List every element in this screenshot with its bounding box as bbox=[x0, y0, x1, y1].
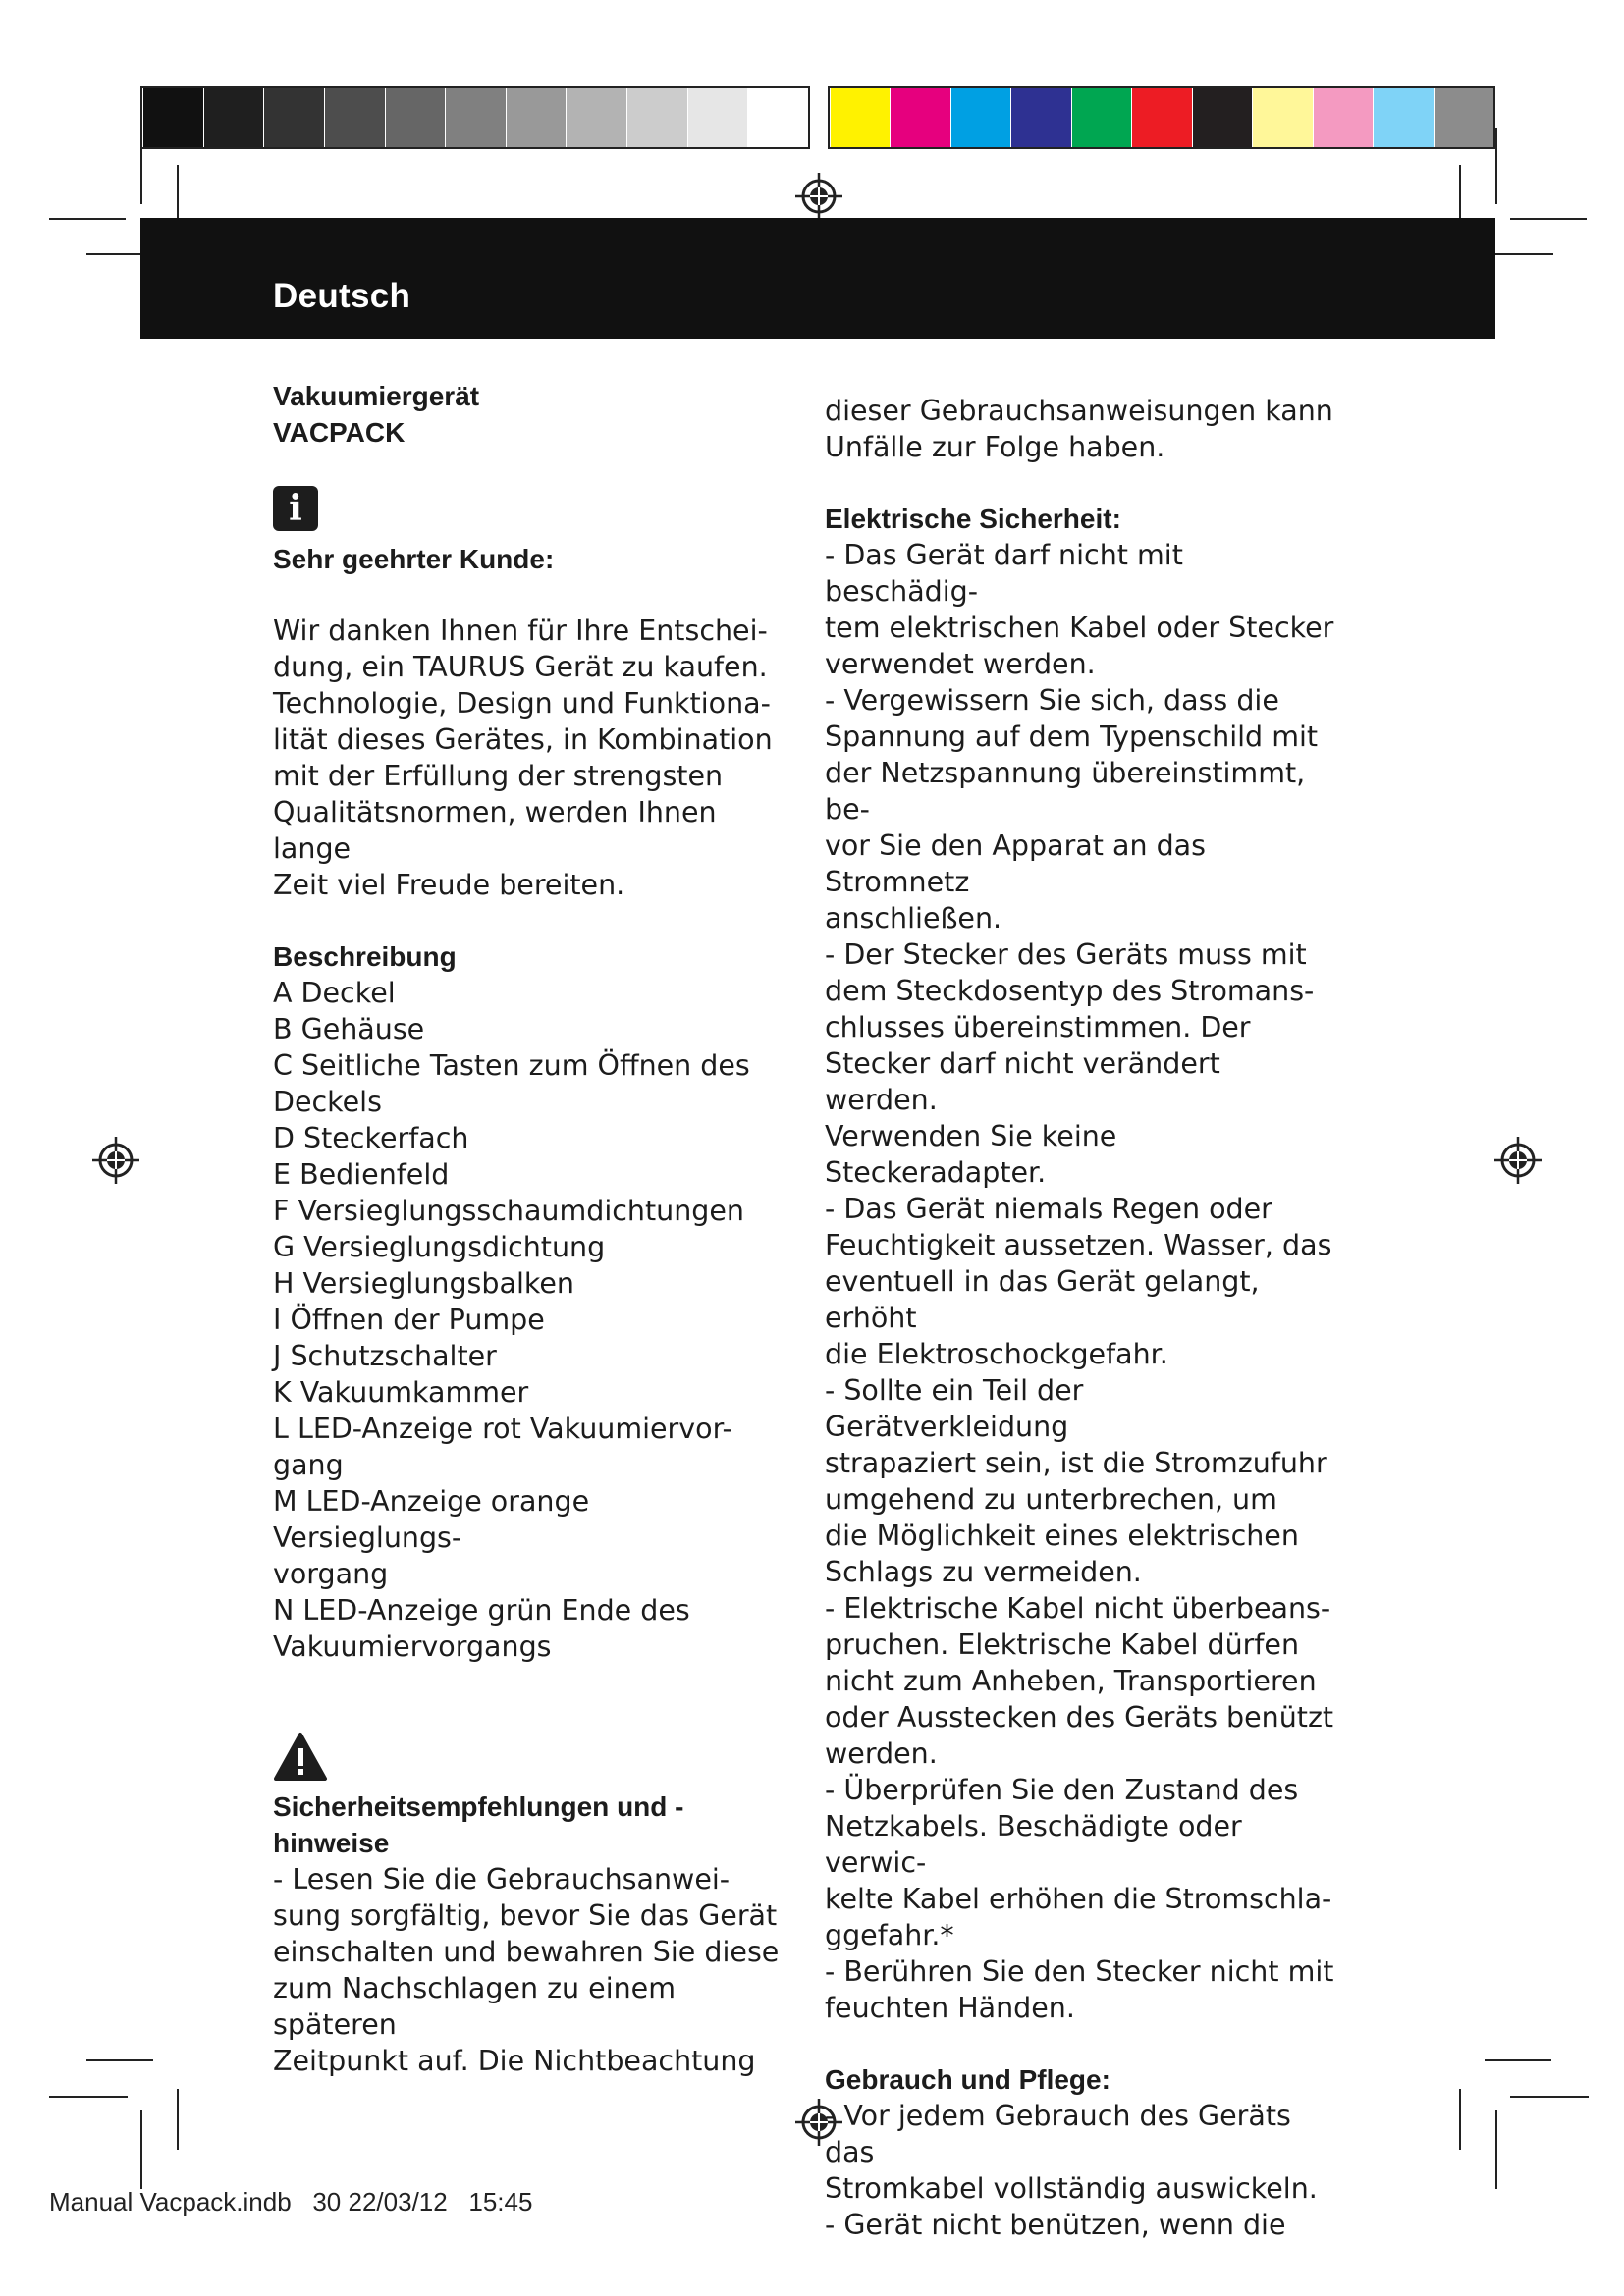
text-line: - Das Gerät niemals Regen oder bbox=[825, 1193, 1272, 1225]
color-swatch bbox=[950, 88, 1010, 147]
registration-mark-icon bbox=[793, 171, 844, 222]
text-line: Zeitpunkt auf. Die Nichtbeachtung bbox=[273, 2045, 756, 2077]
text-line: feuchten Händen. bbox=[825, 1992, 1075, 2024]
text-line: mit der Erfüllung der strengsten bbox=[273, 760, 724, 792]
text-line: umgehend zu unterbrechen, um bbox=[825, 1483, 1277, 1516]
crop-mark bbox=[177, 2089, 179, 2150]
gray-swatch bbox=[385, 88, 446, 147]
text-line: nicht zum Anheben, Transportieren bbox=[825, 1665, 1317, 1697]
text-line: H Versieglungsbalken bbox=[273, 1267, 574, 1300]
text-line: Stromkabel vollständig auswickeln. bbox=[825, 2172, 1318, 2205]
color-swatch bbox=[890, 88, 949, 147]
gray-swatch bbox=[203, 88, 264, 147]
text-line: der Netzspannung übereinstimmt, be- bbox=[825, 757, 1306, 826]
crop-mark bbox=[1495, 128, 1497, 204]
text-line: dung, ein TAURUS Gerät zu kaufen. bbox=[273, 651, 768, 683]
text-line: kelte Kabel erhöhen die Stromschla- bbox=[825, 1883, 1332, 1915]
color-swatch bbox=[1313, 88, 1373, 147]
electrical-safety-text bbox=[825, 537, 1335, 2026]
text-line: verwendet werden. bbox=[825, 648, 1096, 680]
text-line: Schlags zu vermeiden. bbox=[825, 1556, 1142, 1588]
text-line: M LED-Anzeige orange Versieglungs- bbox=[273, 1485, 590, 1554]
color-swatch bbox=[1434, 88, 1493, 147]
text-line: - Vor jedem Gebrauch des Geräts das bbox=[825, 2100, 1291, 2168]
crop-mark bbox=[1485, 2059, 1551, 2061]
text-line: L LED-Anzeige rot Vakuumiervor- bbox=[273, 1413, 732, 1445]
color-swatch bbox=[1131, 88, 1191, 147]
description-list bbox=[273, 975, 784, 1665]
text-line: Technologie, Design und Funktiona- bbox=[273, 687, 771, 720]
crop-mark bbox=[1459, 2089, 1461, 2150]
text-line: Deckels bbox=[273, 1086, 382, 1118]
color-swatch bbox=[830, 88, 890, 147]
text-line: vor Sie den Apparat an das Stromnetz bbox=[825, 829, 1206, 898]
gray-swatch bbox=[324, 88, 385, 147]
text-line: Unfälle zur Folge haben. bbox=[825, 431, 1165, 463]
color-swatch bbox=[1071, 88, 1131, 147]
continuation-paragraph bbox=[825, 393, 1335, 465]
description-heading: Beschreibung bbox=[273, 941, 457, 972]
text-line: dieser Gebrauchsanweisungen kann bbox=[825, 395, 1333, 427]
text-line: strapaziert sein, ist die Stromzufuhr bbox=[825, 1447, 1327, 1479]
crop-mark bbox=[140, 137, 142, 204]
crop-mark bbox=[49, 218, 126, 220]
gray-swatch bbox=[506, 88, 567, 147]
gray-swatch bbox=[566, 88, 626, 147]
text-line: - Überprüfen Sie den Zustand des bbox=[825, 1774, 1299, 1806]
text-line: einschalten und bewahren Sie diese bbox=[273, 1936, 780, 1968]
color-swatch bbox=[1010, 88, 1070, 147]
right-column bbox=[825, 393, 1335, 2243]
safety-heading: Sicherheitsempfehlungen und -hinweise bbox=[273, 1791, 684, 1858]
gray-swatch bbox=[263, 88, 324, 147]
text-line: eventuell in das Gerät gelangt, erhöht bbox=[825, 1265, 1260, 1334]
gray-swatch bbox=[445, 88, 506, 147]
text-line: Wir danken Ihnen für Ihre Entschei- bbox=[273, 614, 768, 647]
usage-heading: Gebrauch und Pflege: bbox=[825, 2064, 1110, 2095]
product-title: Vakuumiergerät bbox=[273, 381, 480, 411]
text-line: lität dieses Gerätes, in Kombination bbox=[273, 723, 773, 756]
text-line: - Elektrische Kabel nicht überbeans- bbox=[825, 1592, 1331, 1625]
slug-date: 22/03/12 bbox=[348, 2187, 448, 2216]
text-line: Qualitätsnormen, werden Ihnen lange bbox=[273, 796, 717, 865]
warning-icon bbox=[273, 1732, 328, 1783]
text-line: dem Steckdosentyp des Stromans- bbox=[825, 975, 1315, 1007]
text-line: - Lesen Sie die Gebrauchsanwei- bbox=[273, 1863, 731, 1896]
text-line: F Versieglungsschaumdichtungen bbox=[273, 1195, 744, 1227]
text-line: gang bbox=[273, 1449, 344, 1481]
text-line: - Vergewissern Sie sich, dass die bbox=[825, 684, 1279, 717]
text-line: J Schutzschalter bbox=[273, 1340, 497, 1372]
crop-mark bbox=[1495, 2110, 1497, 2189]
text-line: ggefahr.* bbox=[825, 1919, 954, 1951]
registration-mark-icon bbox=[1492, 1135, 1543, 1186]
text-line: Spannung auf dem Typenschild mit bbox=[825, 721, 1319, 753]
text-line: Zeit viel Freude bereiten. bbox=[273, 869, 625, 901]
text-line: G Versieglungsdichtung bbox=[273, 1231, 606, 1263]
crop-mark bbox=[1459, 165, 1461, 226]
text-line: N LED-Anzeige grün Ende des bbox=[273, 1594, 690, 1627]
crop-mark bbox=[177, 165, 179, 226]
grayscale-calibration-bar bbox=[140, 86, 810, 149]
registration-mark-icon bbox=[90, 1135, 141, 1186]
crop-mark bbox=[86, 2059, 153, 2061]
text-line: B Gehäuse bbox=[273, 1013, 425, 1045]
text-line: A Deckel bbox=[273, 977, 396, 1009]
text-line: werden. bbox=[825, 1737, 938, 1770]
text-line: - Sollte ein Teil der Gerätverkleidung bbox=[825, 1374, 1084, 1443]
print-slug-line bbox=[49, 2187, 532, 2217]
slug-file: Manual Vacpack.indb bbox=[49, 2187, 292, 2216]
color-calibration-bar bbox=[828, 86, 1495, 149]
text-line: zum Nachschlagen zu einem späteren bbox=[273, 1972, 676, 2041]
text-line: K Vakuumkammer bbox=[273, 1376, 529, 1409]
crop-mark bbox=[49, 2096, 128, 2098]
text-line: Verwenden Sie keine Steckeradapter. bbox=[825, 1120, 1117, 1189]
electrical-safety-heading: Elektrische Sicherheit: bbox=[825, 504, 1121, 534]
crop-mark bbox=[1510, 218, 1587, 220]
gray-swatch bbox=[142, 88, 203, 147]
text-line: Netzkabels. Beschädigte oder verwic- bbox=[825, 1810, 1242, 1879]
text-line: - Berühren Sie den Stecker nicht mit bbox=[825, 1955, 1334, 1988]
text-line: - Der Stecker des Geräts muss mit bbox=[825, 938, 1307, 971]
safety-paragraph bbox=[273, 1861, 784, 2079]
slug-time: 15:45 bbox=[468, 2187, 533, 2216]
text-line: Stecker darf nicht verändert werden. bbox=[825, 1047, 1220, 1116]
product-model: VACPACK bbox=[273, 417, 406, 448]
text-line: C Seitliche Tasten zum Öffnen des bbox=[273, 1049, 750, 1082]
text-line: pruchen. Elektrische Kabel dürfen bbox=[825, 1629, 1300, 1661]
text-line: die Möglichkeit eines elektrischen bbox=[825, 1520, 1299, 1552]
text-line: sung sorgfältig, bevor Sie das Gerät bbox=[273, 1899, 778, 1932]
text-line: anschließen. bbox=[825, 902, 1002, 934]
text-line: - Gerät nicht benützen, wenn die bbox=[825, 2209, 1286, 2241]
greeting-heading: Sehr geehrter Kunde: bbox=[273, 544, 555, 574]
gray-swatch bbox=[747, 88, 808, 147]
header-band bbox=[140, 218, 1495, 339]
text-line: - Das Gerät darf nicht mit beschädig- bbox=[825, 539, 1183, 608]
language-title: Deutsch bbox=[273, 277, 411, 315]
text-line: D Steckerfach bbox=[273, 1122, 469, 1154]
color-swatch bbox=[1252, 88, 1312, 147]
gray-swatch bbox=[687, 88, 748, 147]
intro-paragraph bbox=[273, 613, 784, 903]
text-line: tem elektrischen Kabel oder Stecker bbox=[825, 612, 1334, 644]
text-line: Feuchtigkeit aussetzen. Wasser, das bbox=[825, 1229, 1332, 1261]
crop-mark bbox=[140, 2110, 142, 2189]
text-line: E Bedienfeld bbox=[273, 1158, 450, 1191]
color-swatch bbox=[1373, 88, 1433, 147]
text-line: oder Ausstecken des Geräts benützt bbox=[825, 1701, 1334, 1734]
text-line: vorgang bbox=[273, 1558, 389, 1590]
text-line: Vakuumiervorgangs bbox=[273, 1630, 552, 1663]
crop-mark bbox=[1510, 2096, 1589, 2098]
text-line: die Elektroschockgefahr. bbox=[825, 1338, 1168, 1370]
info-icon: i bbox=[273, 486, 318, 531]
text-line: I Öffnen der Pumpe bbox=[273, 1304, 545, 1336]
gray-swatch bbox=[626, 88, 687, 147]
left-column bbox=[273, 378, 784, 2079]
slug-page: 30 bbox=[312, 2187, 342, 2216]
color-swatch bbox=[1192, 88, 1252, 147]
usage-text bbox=[825, 2098, 1335, 2243]
text-line: chlusses übereinstimmen. Der bbox=[825, 1011, 1251, 1043]
